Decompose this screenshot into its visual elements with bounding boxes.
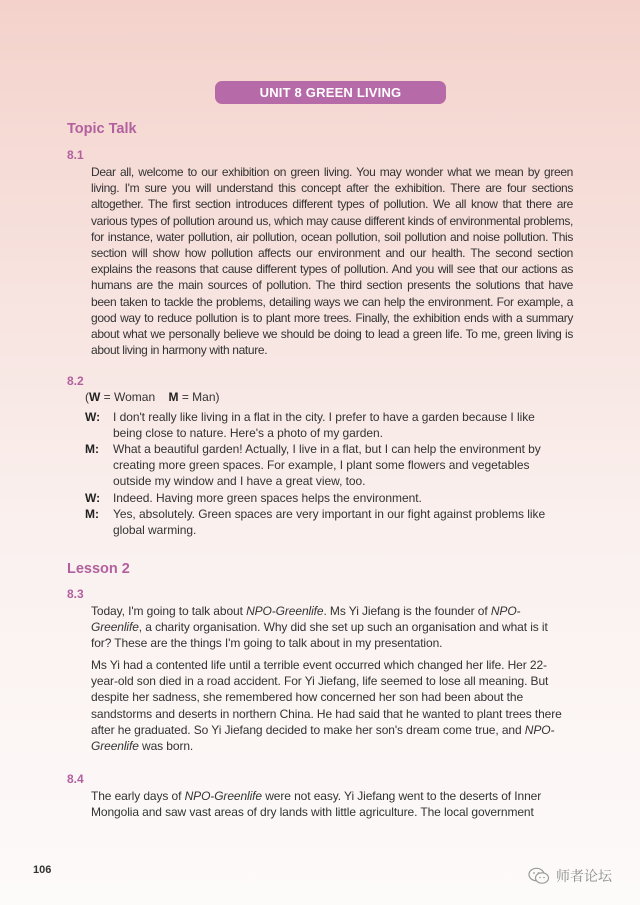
dialogue-line [85, 506, 565, 538]
dialogue-text: I don't really like living in a flat in the city. I prefer to have a garden because I like being close to nature. Here's a photo of my garden. [113, 410, 535, 441]
dialogue-text: Indeed. Having more green spaces helps the environment. [113, 491, 422, 505]
speaker-label: M: [85, 442, 99, 456]
paragraph-8-3-a: Today, I'm going to talk about NPO-Greenlife. Ms Yi Jiefang is the founder of NPO-Greenlife, a charity organisation. Why did she set up such an organisation and what is it for? These are the things I'm going to talk about in my presentation. [91, 604, 548, 651]
paragraph-8-3-b: Ms Yi had a contented life until a terrible event occurred which changed her life. Her 22-year-old son died in a road accident. For Yi Jiefang, life seemed to lose all meaning. But despite her sadness, she remembered how concerned her son had been about the sandstorms and deserts in northern China. He had said that he wanted to plant trees there after he graduated. So Yi Jiefang decided to make her son's dream come true, and NPO-Greenlife was born. [91, 658, 562, 754]
speaker-legend: (W = Woman M = Man) [85, 390, 220, 404]
dialogue-text: What a beautiful garden! Actually, I live in a flat, but I can help the environment by creating more green spaces. For example, I plant some flowers and vegetables outside my window and I have a great view, too. [113, 442, 541, 489]
dialogue-line [85, 490, 565, 506]
watermark [528, 866, 612, 886]
track-8-4: 8.4 [67, 772, 84, 786]
dialogue-line [85, 409, 565, 441]
speaker-label: W: [85, 410, 101, 424]
dialogue-text: Yes, absolutely. Green spaces are very important in our fight against problems like global warming. [113, 507, 546, 538]
dialogue-line [85, 441, 565, 490]
track-8-2: 8.2 [67, 374, 84, 388]
speaker-label: W: [85, 491, 101, 505]
wechat-icon [528, 867, 550, 885]
track-8-3: 8.3 [67, 587, 84, 601]
paragraph-8-1: Dear all, welcome to our exhibition on green living. You may wonder what we mean by green living. I'm sure you will understand this concept after the exhibition. There are four sections altogether. The first section introduces different types of pollution. We all know that there are various types of pollution around us, which may cause different kinds of environmental problems, for instance, water pollution, air pollution, ocean pollution, soil pollution and noise pollution. This section will show how pollution affects our environment and our health. The second section explains the reasons that cause different types of pollution. And you will see that our actions as humans are the main sources of pollution. The third section presents the solutions that have been taken to tackle the problems, detailing ways we can help the environment. For example, a good way to reduce pollution is to plant more trees. Finally, the exhibition ends with a summary about what we personally believe we should be doing to lead a green life. To me, green living is about living in harmony with nature. [91, 165, 573, 358]
track-8-1: 8.1 [67, 148, 84, 162]
topic-talk-title: Topic Talk [67, 121, 137, 137]
unit-banner: UNIT 8 GREEN LIVING [215, 81, 446, 104]
page-number: 106 [33, 864, 52, 876]
paragraph-8-4: The early days of NPO-Greenlife were not easy. Yi Jiefang went to the deserts of Inner Mongolia and saw vast areas of dry lands with little agriculture. The local government [91, 789, 542, 820]
lesson-2-title: Lesson 2 [67, 561, 130, 577]
speaker-label: M: [85, 507, 99, 521]
watermark-text: 师者论坛 [556, 868, 612, 884]
